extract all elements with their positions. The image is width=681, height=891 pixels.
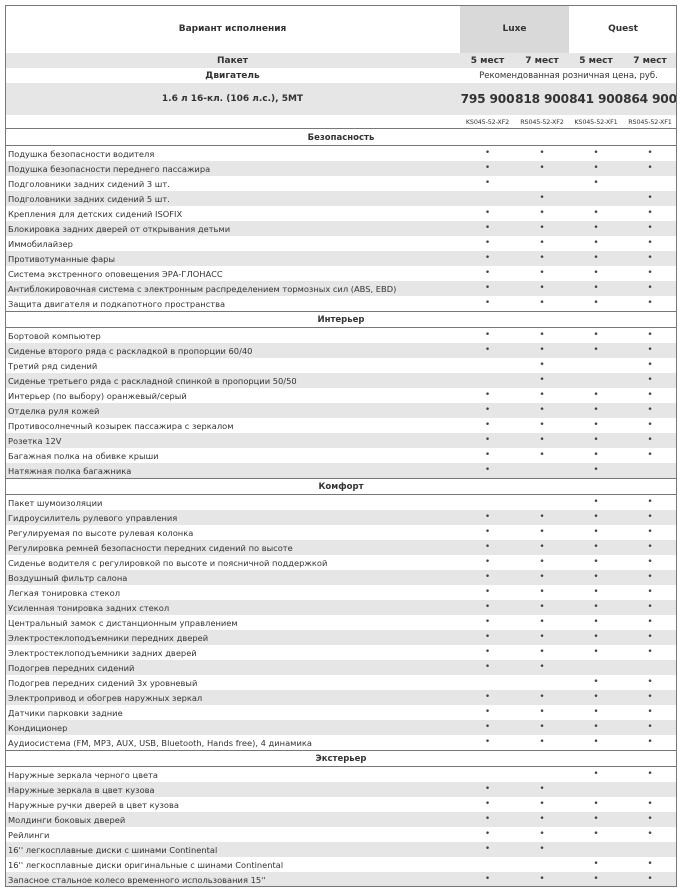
table-row-label: Подголовники задних сидений 5 шт. (8, 193, 170, 204)
availability-dot: • (484, 707, 491, 717)
availability-dot: • (593, 647, 599, 657)
availability-dot: • (647, 769, 653, 779)
availability-dot: • (647, 223, 653, 233)
availability-dot: • (593, 769, 599, 779)
table-row-label: Регулируемая по высоте рулевая колонка (8, 527, 194, 538)
availability-dot: • (539, 360, 545, 370)
availability-dot: • (593, 450, 599, 460)
availability-dot: • (484, 647, 491, 657)
engine-label: Двигатель (205, 70, 260, 81)
table-row-label: Блокировка задних дверей от открывания детьми (8, 223, 231, 234)
availability-dot: • (593, 238, 599, 248)
availability-dot: • (484, 178, 491, 188)
availability-dot: • (539, 707, 545, 717)
availability-dot: • (647, 527, 653, 537)
availability-dot: • (484, 223, 491, 233)
availability-dot: • (539, 814, 545, 824)
trim-quest: Quest (608, 24, 638, 34)
availability-dot: • (539, 298, 545, 308)
engine-spec: 1.6 л 16-кл. (106 л.с.), 5МТ (161, 94, 304, 104)
table-frame (5, 5, 677, 887)
availability-dot: • (484, 345, 491, 355)
availability-dot: • (484, 784, 491, 794)
package-label: Пакет (216, 55, 249, 66)
availability-dot: • (647, 193, 653, 203)
table-row-label: Натяжная полка багажника (8, 465, 132, 476)
availability-dot: • (593, 253, 599, 263)
table-row-label: Наружные зеркала черного цвета (8, 769, 159, 780)
availability-dot: • (647, 420, 653, 430)
availability-dot: • (593, 692, 599, 702)
table-row-label: Пакет шумоизоляции (8, 497, 103, 508)
availability-dot: • (539, 632, 545, 642)
availability-dot: • (647, 632, 653, 642)
availability-dot: • (593, 178, 599, 188)
availability-dot: • (484, 572, 491, 582)
availability-dot: • (647, 450, 653, 460)
availability-dot: • (593, 208, 599, 218)
table-row-label: Датчики парковки задние (8, 707, 123, 718)
availability-dot: • (593, 435, 599, 445)
availability-dot: • (484, 148, 491, 158)
availability-dot: • (539, 420, 545, 430)
table-row-label: Запасное стальное колесо временного использования 15'' (8, 874, 266, 885)
availability-dot: • (484, 722, 491, 732)
table-row-label: Защита двигателя и подкапотного пространства (8, 298, 226, 309)
availability-dot: • (647, 345, 653, 355)
availability-dot: • (647, 829, 653, 839)
availability-dot: • (647, 405, 653, 415)
section-heading: Экстерьер (315, 753, 367, 764)
availability-dot: • (593, 632, 599, 642)
availability-dot: • (647, 677, 653, 687)
availability-dot: • (593, 737, 599, 747)
availability-dot: • (593, 617, 599, 627)
availability-dot: • (484, 465, 491, 475)
availability-dot: • (647, 390, 653, 400)
availability-dot: • (484, 527, 491, 537)
availability-dot: • (484, 662, 491, 672)
price-luxe-5: 795 900 (460, 92, 515, 106)
availability-dot: • (484, 632, 491, 642)
availability-dot: • (593, 390, 599, 400)
availability-dot: • (593, 859, 599, 869)
availability-dot: • (647, 268, 653, 278)
price-quest-5: 841 900 (569, 92, 623, 106)
availability-dot: • (593, 465, 599, 475)
availability-dot: • (647, 497, 653, 507)
availability-dot: • (647, 238, 653, 248)
availability-dot: • (484, 390, 491, 400)
availability-dot: • (593, 163, 599, 173)
availability-dot: • (539, 390, 545, 400)
availability-dot: • (647, 148, 653, 158)
availability-dot: • (593, 223, 599, 233)
availability-dot: • (647, 602, 653, 612)
section-heading: Безопасность (307, 132, 375, 143)
availability-dot: • (593, 587, 599, 597)
availability-dot: • (593, 420, 599, 430)
availability-dot: • (484, 298, 491, 308)
table-row-label: 16'' легкосплавные диски с шинами Continental (8, 844, 218, 855)
seats-quest-5: 5 мест (579, 55, 613, 66)
availability-dot: • (593, 677, 599, 687)
availability-dot: • (484, 799, 491, 809)
table-row-label: Наружные ручки дверей в цвет кузова (8, 799, 179, 810)
seats-quest-7: 7 мест (633, 55, 667, 66)
table-row-label: Воздушный фильтр салона (8, 572, 128, 583)
availability-dot: • (484, 557, 491, 567)
availability-dot: • (593, 722, 599, 732)
availability-dot: • (647, 298, 653, 308)
availability-dot: • (484, 283, 491, 293)
availability-dot: • (539, 375, 545, 385)
table-row-label: Противосолнечный козырек пассажира с зеркалом (8, 420, 234, 431)
availability-dot: • (539, 829, 545, 839)
availability-dot: • (539, 557, 545, 567)
availability-dot: • (593, 542, 599, 552)
availability-dot: • (647, 283, 653, 293)
availability-dot: • (593, 330, 599, 340)
availability-dot: • (484, 542, 491, 552)
availability-dot: • (647, 253, 653, 263)
availability-dot: • (647, 557, 653, 567)
availability-dot: • (647, 375, 653, 385)
section-heading: Интерьер (317, 314, 365, 325)
availability-dot: • (593, 512, 599, 522)
availability-dot: • (539, 345, 545, 355)
code-luxe-7: RS045-52-XF2 (520, 117, 564, 126)
table-row-label: Электропривод и обогрев наружных зеркал (8, 692, 203, 703)
availability-dot: • (484, 737, 491, 747)
availability-dot: • (593, 572, 599, 582)
availability-dot: • (484, 268, 491, 278)
table-row-label: Отделка руля кожей (8, 405, 100, 416)
table-row-label: Подогрев передних сидений (8, 662, 135, 673)
price-caption: Рекомендованная розничная цена, руб. (479, 70, 658, 81)
availability-dot: • (593, 707, 599, 717)
table-row-label: Гидроусилитель рулевого управления (8, 512, 178, 523)
section-heading: Комфорт (318, 481, 364, 492)
availability-dot: • (484, 874, 491, 884)
table-row-label: Молдинги боковых дверей (8, 814, 126, 825)
seats-luxe-7: 7 мест (525, 55, 559, 66)
availability-dot: • (647, 874, 653, 884)
availability-dot: • (539, 737, 545, 747)
availability-dot: • (484, 692, 491, 702)
availability-dot: • (539, 542, 545, 552)
table-row-label: 16'' легкосплавные диски оригинальные с шинами Continental (8, 859, 284, 870)
table-row-label: Электростеклоподъемники задних дверей (8, 647, 197, 658)
availability-dot: • (647, 208, 653, 218)
availability-dot: • (593, 148, 599, 158)
availability-dot: • (484, 253, 491, 263)
availability-dot: • (539, 587, 545, 597)
table-row-label: Подушка безопасности переднего пассажира (8, 163, 211, 174)
code-luxe-5: KS045-52-XF2 (465, 117, 510, 126)
availability-dot: • (484, 829, 491, 839)
availability-dot: • (647, 737, 653, 747)
availability-dot: • (484, 163, 491, 173)
availability-dot: • (593, 283, 599, 293)
availability-dot: • (647, 360, 653, 370)
availability-dot: • (539, 602, 545, 612)
trim-luxe: Luxe (502, 24, 527, 34)
availability-dot: • (539, 572, 545, 582)
availability-dot: • (593, 557, 599, 567)
availability-dot: • (539, 223, 545, 233)
availability-dot: • (484, 587, 491, 597)
availability-dot: • (484, 208, 491, 218)
table-row-label: Подушка безопасности водителя (8, 148, 155, 159)
availability-dot: • (539, 874, 545, 884)
price-quest-7: 864 900 (623, 92, 677, 106)
availability-dot: • (539, 662, 545, 672)
table-row-label: Интерьер (по выбору) оранжевый/серый (8, 390, 187, 401)
table-row-label: Подголовники задних сидений 3 шт. (8, 178, 170, 189)
availability-dot: • (647, 330, 653, 340)
table-row-label: Иммобилайзер (8, 238, 73, 249)
table-row-label: Сиденье второго ряда с раскладкой в пропорции 60/40 (8, 345, 253, 356)
availability-dot: • (593, 814, 599, 824)
availability-dot: • (539, 692, 545, 702)
availability-dot: • (484, 420, 491, 430)
availability-dot: • (539, 435, 545, 445)
table-row-label: Сиденье водителя с регулировкой по высоте и поясничной поддержкой (8, 557, 328, 568)
table-row-label: Багажная полка на обивке крыши (8, 450, 159, 461)
availability-dot: • (647, 163, 653, 173)
table-row-label: Третий ряд сидений (8, 360, 98, 371)
code-quest-7: RS045-52-XF1 (628, 117, 672, 126)
availability-dot: • (539, 238, 545, 248)
availability-dot: • (647, 572, 653, 582)
availability-dot: • (484, 512, 491, 522)
availability-dot: • (539, 208, 545, 218)
availability-dot: • (593, 799, 599, 809)
table-row-label: Сиденье третьего ряда с раскладной спинкой в пропорции 50/50 (8, 375, 297, 386)
table-row-label: Розетка 12V (8, 435, 62, 446)
table-row-label: Антиблокировочная система с электронным распределением тормозных сил (ABS, EBD) (8, 283, 397, 294)
availability-dot: • (484, 814, 491, 824)
table-row-label: Бортовой компьютер (8, 330, 101, 341)
table-row-label: Рейлинги (8, 829, 50, 840)
availability-dot: • (484, 602, 491, 612)
availability-dot: • (593, 345, 599, 355)
availability-dot: • (647, 859, 653, 869)
availability-dot: • (484, 405, 491, 415)
availability-dot: • (539, 450, 545, 460)
table-row-label: Электростеклоподъемники передних дверей (8, 632, 209, 643)
availability-dot: • (484, 450, 491, 460)
code-quest-5: KS045-52-XF1 (574, 117, 618, 126)
availability-dot: • (539, 647, 545, 657)
price-luxe-7: 818 900 (515, 92, 569, 106)
availability-dot: • (539, 799, 545, 809)
availability-dot: • (647, 542, 653, 552)
availability-dot: • (647, 814, 653, 824)
availability-dot: • (539, 253, 545, 263)
availability-dot: • (484, 238, 491, 248)
availability-dot: • (539, 163, 545, 173)
availability-dot: • (539, 405, 545, 415)
table-row-label: Крепления для детских сидений ISOFIX (8, 208, 183, 219)
table-row-label: Кондиционер (8, 722, 68, 733)
availability-dot: • (539, 617, 545, 627)
availability-dot: • (539, 268, 545, 278)
table-row-label: Регулировка ремней безопасности передних сидений по высоте (8, 542, 293, 553)
availability-dot: • (647, 435, 653, 445)
availability-dot: • (539, 283, 545, 293)
seats-luxe-5: 5 мест (470, 55, 505, 66)
availability-dot: • (484, 435, 491, 445)
availability-dot: • (647, 707, 653, 717)
availability-dot: • (593, 268, 599, 278)
availability-dot: • (593, 874, 599, 884)
availability-dot: • (647, 692, 653, 702)
availability-dot: • (593, 405, 599, 415)
availability-dot: • (539, 330, 545, 340)
table-row-label: Наружные зеркала в цвет кузова (8, 784, 155, 795)
availability-dot: • (484, 330, 491, 340)
availability-dot: • (539, 512, 545, 522)
availability-dot: • (539, 527, 545, 537)
table-row-label: Центральный замок с дистанционным управлением (8, 617, 238, 628)
table-row-label: Аудиосистема (FM, MP3, AUX, USB, Bluetooth, Hands free), 4 динамика (8, 737, 312, 748)
table-row-label: Усиленная тонировка задних стекол (8, 602, 170, 613)
availability-dot: • (647, 587, 653, 597)
availability-dot: • (593, 527, 599, 537)
availability-dot: • (484, 617, 491, 627)
availability-dot: • (593, 602, 599, 612)
availability-dot: • (647, 647, 653, 657)
table-row-label: Подогрев передних сидений 3х уровневый (8, 677, 198, 688)
availability-dot: • (539, 193, 545, 203)
table-row-label: Противотуманные фары (8, 253, 115, 264)
table-row-label: Система экстренного оповещения ЭРА-ГЛОНАСС (8, 268, 223, 279)
availability-dot: • (539, 722, 545, 732)
availability-dot: • (647, 799, 653, 809)
availability-dot: • (593, 829, 599, 839)
table-row-label: Легкая тонировка стекол (8, 587, 121, 598)
availability-dot: • (593, 298, 599, 308)
availability-dot: • (484, 844, 491, 854)
availability-dot: • (647, 617, 653, 627)
availability-dot: • (539, 784, 545, 794)
availability-dot: • (539, 148, 545, 158)
availability-dot: • (539, 844, 545, 854)
availability-dot: • (593, 497, 599, 507)
variant-label: Вариант исполнения (178, 24, 287, 34)
availability-dot: • (647, 512, 653, 522)
availability-dot: • (647, 722, 653, 732)
